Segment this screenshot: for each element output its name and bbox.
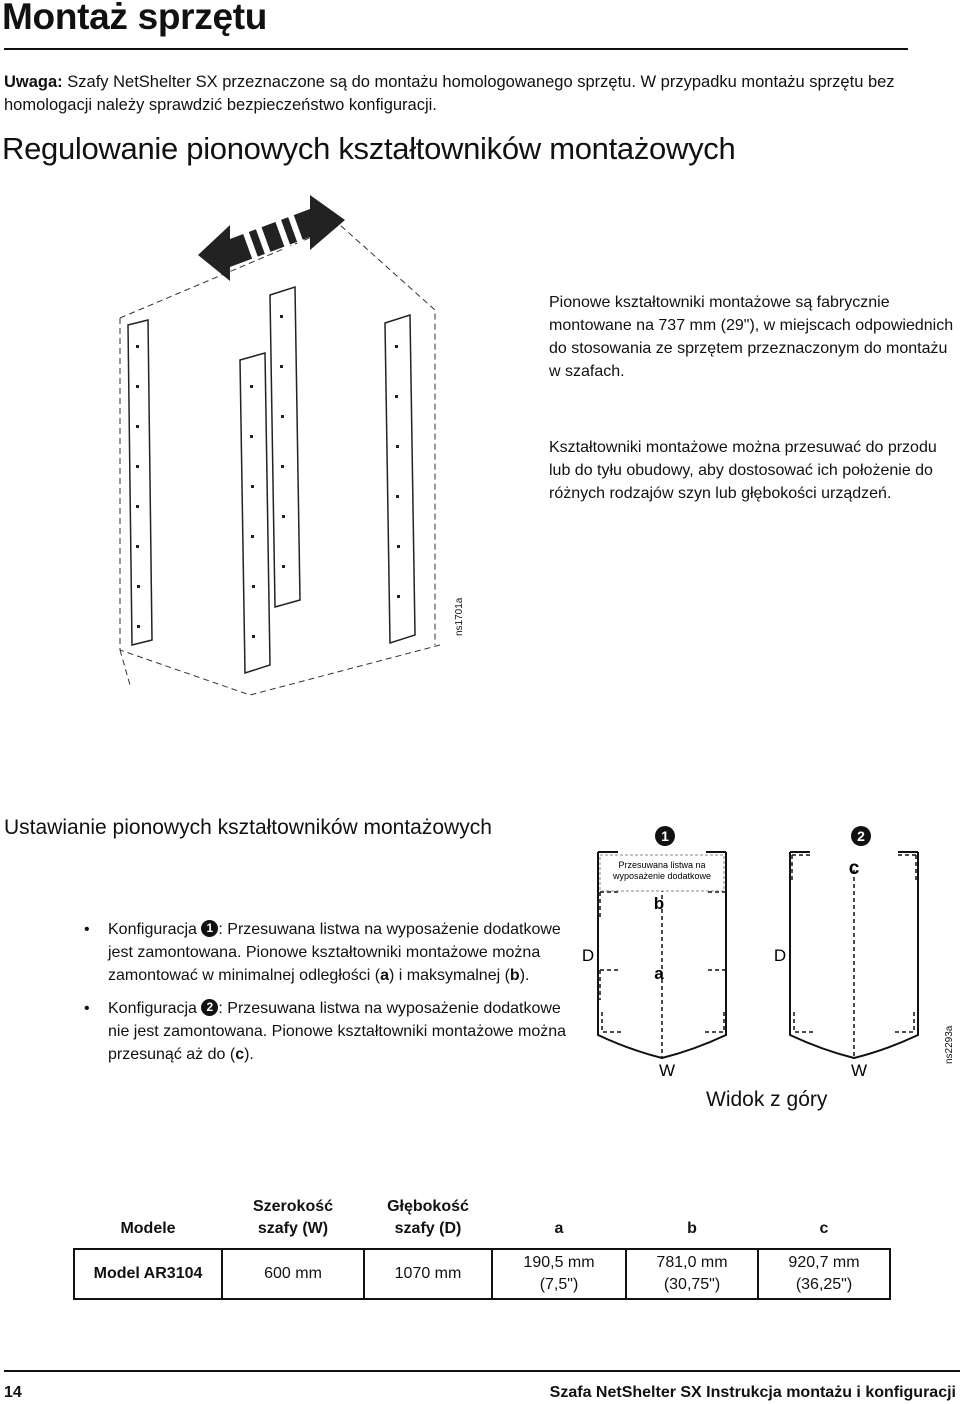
note-text: Szafy NetShelter SX przeznaczone są do montażu homologowanego sprzętu. W przypadku montażu sprzętu bez homologacji należy sprawdzić bezpieczeństwo konfiguracji. bbox=[4, 73, 895, 114]
dimension-c-label: c bbox=[848, 858, 860, 879]
note-paragraph bbox=[4, 71, 924, 117]
figure-id-ns2293a: ns2293a bbox=[944, 1025, 955, 1064]
cell-b: 781,0 mm (30,75") bbox=[626, 1249, 758, 1299]
width-label-config-2: W bbox=[850, 1061, 868, 1080]
configuration-list bbox=[84, 918, 584, 1076]
bullet-icon: • bbox=[84, 921, 90, 938]
callout-2-icon: 2 bbox=[201, 999, 218, 1016]
page-number: 14 bbox=[4, 1384, 22, 1401]
title-divider bbox=[4, 48, 908, 50]
accessory-rail-label-line2: wyposażenie dodatkowe bbox=[612, 871, 712, 881]
rail-adjustment-illustration bbox=[110, 195, 480, 700]
accessory-rail-label-line1: Przesuwana listwa na bbox=[618, 860, 706, 870]
list-item-configuration-2: • Konfiguracja 2 : Przesuwana listwa na wyposażenie dodatkowe nie jest zamontowana. Pionowe kształtowniki montażowe można przesunąć aż do (c). bbox=[84, 997, 584, 1066]
list-item-configuration-1: • Konfiguracja 1 : Przesuwana listwa na wyposażenie dodatkowe jest zamontowana. Pionowe kształtowniki montażowe można zamontować w minimalnej odległości (a) i maksymalnej (b). bbox=[84, 918, 584, 987]
figure-id-ns1701a: ns1701a bbox=[454, 597, 465, 636]
document-title: Szafa NetShelter SX Instrukcja montażu i konfiguracji bbox=[549, 1384, 956, 1401]
top-view-diagram bbox=[570, 820, 960, 1080]
header-width: Szerokość szafy (W) bbox=[252, 1198, 334, 1237]
footer-divider bbox=[4, 1370, 960, 1372]
callout-1-label: 1 bbox=[661, 828, 669, 844]
section-title-setting-rails: Ustawianie pionowych kształtowników montażowych bbox=[4, 816, 492, 839]
note-label: Uwaga: bbox=[4, 73, 63, 91]
paragraph-rail-movement: Kształtowniki montażowe można przesuwać do przodu lub do tyłu obudowy, aby dostosować ich położenie do różnych rodzajów szyn lub głębokości urządzeń. bbox=[549, 439, 937, 502]
header-depth: Głębokość szafy (D) bbox=[387, 1198, 469, 1237]
cell-a: 190,5 mm (7,5") bbox=[492, 1249, 626, 1299]
callout-2-label: 2 bbox=[857, 828, 865, 844]
table-row bbox=[74, 1249, 890, 1299]
double-arrow-icon bbox=[198, 195, 345, 281]
cell-c: 920,7 mm (36,25") bbox=[758, 1249, 890, 1299]
header-a: a bbox=[554, 1220, 564, 1237]
callout-1-icon: 1 bbox=[201, 920, 218, 937]
width-label-config-1: W bbox=[658, 1061, 676, 1080]
section-title-adjusting-rails: Regulowanie pionowych kształtowników montażowych bbox=[2, 131, 736, 166]
paragraph-factory-position: Pionowe kształtowniki montażowe są fabrycznie montowane na 737 mm (29"), w miejscach odpowiednich do stosowania ze sprzętem przeznaczonym do montażu w szafach. bbox=[549, 294, 954, 380]
dimension-b-label: b bbox=[653, 894, 665, 913]
cell-width: 600 mm bbox=[222, 1249, 364, 1299]
cell-model: Model AR3104 bbox=[74, 1249, 222, 1299]
depth-label-config-2: D bbox=[773, 946, 787, 965]
table-header-row bbox=[74, 1196, 890, 1249]
dimension-a-label: a bbox=[654, 964, 664, 983]
page-title: Montaż sprzętu bbox=[2, 0, 268, 37]
cell-depth: 1070 mm bbox=[364, 1249, 492, 1299]
top-view-caption: Widok z góry bbox=[706, 1088, 828, 1111]
header-c: c bbox=[819, 1220, 829, 1237]
depth-label-config-1: D bbox=[581, 946, 595, 965]
bullet-icon: • bbox=[84, 1000, 90, 1017]
rail-outlines-config-2 bbox=[792, 855, 916, 1058]
header-models: Modele bbox=[120, 1220, 176, 1237]
specifications-table bbox=[73, 1196, 891, 1300]
header-b: b bbox=[687, 1220, 697, 1237]
